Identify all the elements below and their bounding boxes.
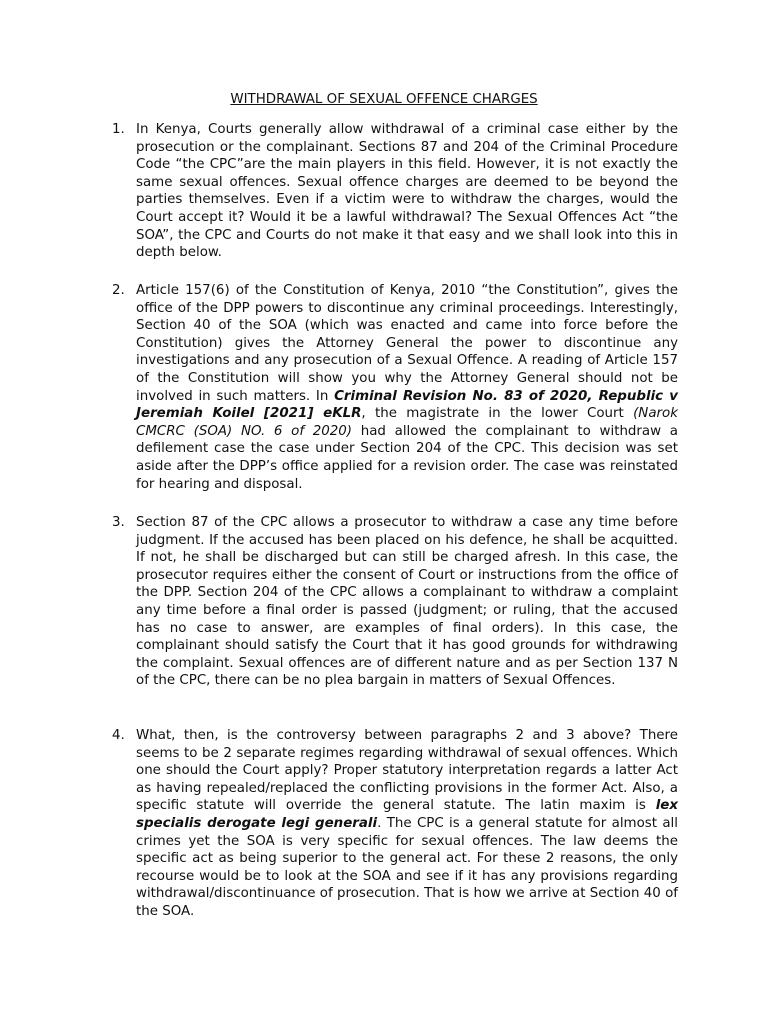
paragraph-number: 3. [112, 515, 125, 530]
paragraph-2 [112, 282, 678, 493]
paragraph-4 [112, 727, 678, 921]
document-title: WITHDRAWAL OF SEXUAL OFFENCE CHARGES [230, 92, 538, 107]
paragraph-body: Section 87 of the CPC allows a prosecutor to withdraw a case any time before judgment. If the accused has been placed on his defence, he shall be acquitted. If not, he shall be discharged but can still be charged afresh. In this case, the prosecutor requires either the consent of Court or instructions from the office of the DPP. Section 204 of the CPC allows a complainant to withdraw a complaint any time before a final order is passed (judgment; or ruling, that the accused has no case to answer, are examples of final orders). In this case, the complainant should satisfy the Court that it has good grounds for withdrawing the complaint. Sexual offences are of different nature and as per Section 137 N of the CPC, there can be no plea bargain in matters of Sexual Offences. [136, 515, 678, 689]
paragraph-text [136, 282, 678, 493]
paragraph-body: had allowed the complainant to withdraw a defilement case the case under Section 204 of the CPC. This decision was set aside after the DPP’s office applied for a revision order. The case was reinstated for hearing and disposal. [136, 423, 678, 492]
case-citation: Criminal Revision No. 83 of 2020, Republic v Jeremiah Koilel [2021] eKLR [136, 388, 678, 422]
paragraph-text [136, 727, 678, 921]
latin-maxim: lex specialis derogate legi generali [136, 798, 678, 831]
paragraph-number: 1. [112, 122, 125, 137]
paragraph-body: What, then, is the controversy between paragraphs 2 and 3 above? There seems to be 2 separate regimes regarding withdrawal of sexual offences. Which one should the Court apply? Proper statutory interpretation regards a latter Act as having repealed/replaced the conflicting provisions in the former Act. Also, a specific statute will override the general statute. The latin maxim is [136, 728, 678, 814]
paragraph-number: 2. [112, 283, 125, 298]
paragraph-body: . The CPC is a general statute for almost all crimes yet the SOA is very specific for sexual offences. The law deems the specific act as being superior to the general act. For these 2 reasons, the only recourse would be to look at the SOA and see if it has any provisions regarding withdrawal/discontinuance of prosecution. That is how we arrive at Section 40 of the SOA. [136, 815, 678, 919]
lower-court-reference: (Narok CMCRC (SOA) NO. 6 of 2020) [136, 406, 678, 439]
paragraph-3 [112, 514, 678, 690]
paragraph-body: In Kenya, Courts generally allow withdrawal of a criminal case either by the prosecution or the complainant. Sections 87 and 204 of the Criminal Procedure Code “the CPC”are the main players in this field. However, it is not exactly the same sexual offences. Sexual offence charges are deemed to be beyond the parties themselves. Even if a victim were to withdraw the charges, would the Court accept it? Would it be a lawful withdrawal? The Sexual Offences Act “the SOA”, the CPC and Courts do not make it that easy and we shall look into this in depth below. [136, 122, 678, 261]
paragraph-text [136, 514, 678, 690]
paragraph-body: Article 157(6) of the Constitution of Kenya, 2010 “the Constitution”, gives the office of the DPP powers to discontinue any criminal proceedings. Interestingly, Section 40 of the SOA (which was enacted and came into force before the Constitution) gives the Attorney General the power to discontinue any investigations and any prosecution of a Sexual Offence. A reading of Article 157 of the Constitution will show you why the Attorney General should not be involved in such matters. In [136, 283, 678, 404]
paragraph-body: , the magistrate in the lower Court [361, 406, 634, 422]
paragraph-text [136, 121, 678, 262]
paragraph-number: 4. [112, 728, 125, 743]
paragraph-1 [112, 121, 678, 262]
